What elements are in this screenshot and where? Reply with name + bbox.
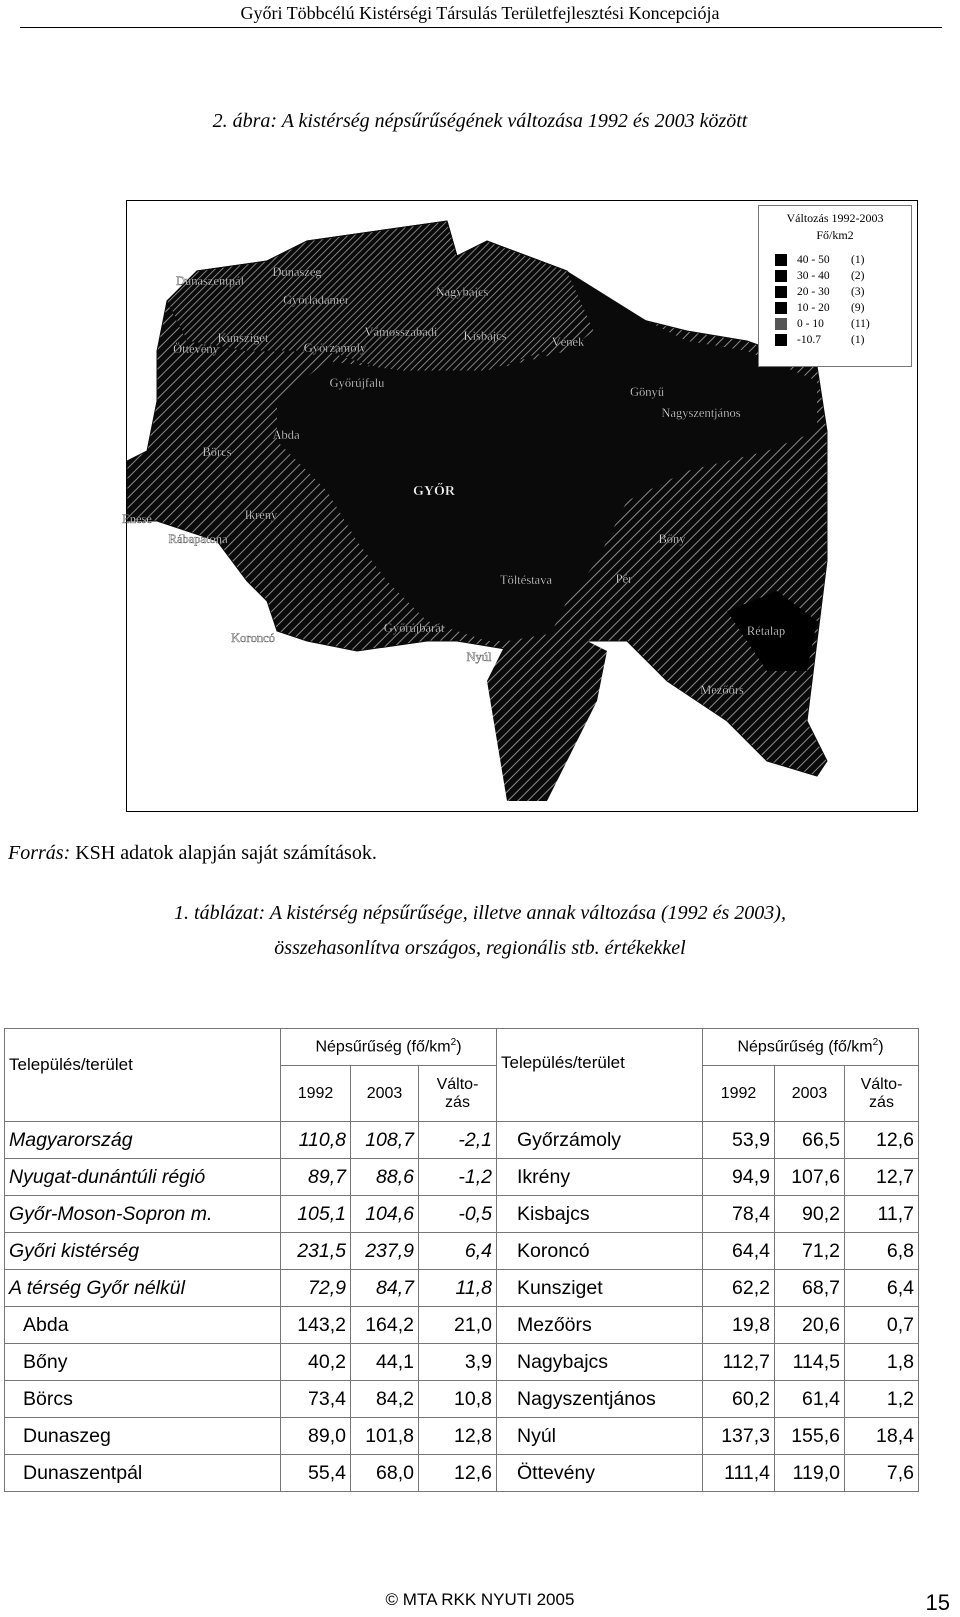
- legend-count: (1): [851, 254, 865, 266]
- th-place-left: Település/terület: [5, 1029, 281, 1122]
- cell-change: 12,6: [845, 1122, 919, 1159]
- cell-change: 1,8: [845, 1344, 919, 1381]
- table-row: [5, 1381, 919, 1418]
- table-row: [5, 1122, 919, 1159]
- header-rule: [20, 27, 942, 28]
- th-density-left: Népsűrűség $(fő/km^2)$: [281, 1029, 497, 1066]
- cell-1992: 111,4: [703, 1455, 775, 1492]
- cell-1992: 40,2: [281, 1344, 351, 1381]
- cell-2003: 237,9: [351, 1233, 419, 1270]
- source-label: Forrás:: [8, 842, 71, 864]
- place-label: Dunaszeg: [272, 265, 322, 279]
- cell-change: -1,2: [419, 1159, 497, 1196]
- cell-1992: 72,9: [281, 1270, 351, 1307]
- cell-change: 0,7: [845, 1307, 919, 1344]
- cell-2003: 84,2: [351, 1381, 419, 1418]
- cell-place: Dunaszeg: [5, 1418, 281, 1455]
- cell-place: Győri kistérség: [5, 1233, 281, 1270]
- place-label: Börcs: [202, 445, 232, 459]
- legend-swatch: [775, 270, 787, 282]
- cell-place: Kunsziget: [497, 1270, 703, 1307]
- legend-item: [775, 286, 864, 300]
- legend-range: 20 - 30: [797, 286, 830, 298]
- cell-2003: 90,2: [775, 1196, 845, 1233]
- source-text: KSH adatok alapján saját számítások.: [70, 842, 377, 864]
- cell-place: Győrzámoly: [497, 1122, 703, 1159]
- cell-2003: 68,0: [351, 1455, 419, 1492]
- cell-2003: 164,2: [351, 1307, 419, 1344]
- cell-1992: 94,9: [703, 1159, 775, 1196]
- table-row: [5, 1270, 919, 1307]
- place-label: Mezőörs: [700, 683, 744, 697]
- cell-1992: 89,7: [281, 1159, 351, 1196]
- cell-change: 11,8: [419, 1270, 497, 1307]
- cell-2003: 66,5: [775, 1122, 845, 1159]
- cell-2003: 68,7: [775, 1270, 845, 1307]
- cell-2003: 71,2: [775, 1233, 845, 1270]
- place-label: Vámosszabadi: [364, 325, 438, 339]
- legend-swatch: [775, 254, 787, 266]
- cell-place: Nagyszentjános: [497, 1381, 703, 1418]
- table-row: [5, 1159, 919, 1196]
- table-row: [5, 1196, 919, 1233]
- density-table: [4, 1028, 919, 1492]
- cell-1992: 143,2: [281, 1307, 351, 1344]
- table-caption-line1: 1. táblázat: A kistérség népsűrűsége, illetve annak változása (1992 és 2003),: [174, 902, 786, 924]
- cell-2003: 114,5: [775, 1344, 845, 1381]
- place-label: Töltéstava: [499, 573, 553, 587]
- th-2003: 2003: [351, 1066, 419, 1122]
- cell-2003: 155,6: [775, 1418, 845, 1455]
- place-label: Vének: [551, 335, 585, 349]
- place-label: Rétalap: [746, 624, 786, 638]
- th-change: Válto- zás: [845, 1066, 919, 1122]
- cell-place: Dunaszentpál: [5, 1455, 281, 1492]
- cell-2003: 101,8: [351, 1418, 419, 1455]
- cell-2003: 119,0: [775, 1455, 845, 1492]
- legend-item: [775, 334, 864, 348]
- legend-title-2: Fő/km2: [816, 228, 854, 242]
- place-label: Ikrény: [244, 508, 278, 522]
- place-label: Nagybajcs: [435, 285, 489, 299]
- place-label: Gönyű: [629, 385, 665, 399]
- place-label: Abda: [272, 428, 300, 442]
- cell-1992: 64,4: [703, 1233, 775, 1270]
- cell-1992: 55,4: [281, 1455, 351, 1492]
- place-label: Kisbajcs: [463, 329, 507, 343]
- cell-place: Koroncó: [497, 1233, 703, 1270]
- th-2003: 2003: [775, 1066, 845, 1122]
- th-change: Válto- zás: [419, 1066, 497, 1122]
- cell-change: 3,9: [419, 1344, 497, 1381]
- place-label: Nagyszentjános: [661, 406, 741, 420]
- cell-2003: 44,1: [351, 1344, 419, 1381]
- table-row: [5, 1307, 919, 1344]
- legend-count: (2): [851, 270, 865, 282]
- cell-1992: 89,0: [281, 1418, 351, 1455]
- table-body: [5, 1122, 919, 1492]
- cell-change: 6,4: [419, 1233, 497, 1270]
- cell-place: Abda: [5, 1307, 281, 1344]
- map-legend: [758, 205, 912, 367]
- running-header: Győri Többcélú Kistérségi Társulás Területfejlesztési Koncepciója: [240, 3, 720, 23]
- th-1992: 1992: [281, 1066, 351, 1122]
- place-label: Nyúl: [466, 650, 492, 664]
- cell-change: 18,4: [845, 1418, 919, 1455]
- figure-caption: 2. ábra: A kistérség népsűrűségének változása 1992 és 2003 között: [212, 110, 748, 132]
- cell-2003: 88,6: [351, 1159, 419, 1196]
- cell-change: 6,8: [845, 1233, 919, 1270]
- cell-1992: 231,5: [281, 1233, 351, 1270]
- cell-change: 11,7: [845, 1196, 919, 1233]
- cell-place: Mezőörs: [497, 1307, 703, 1344]
- legend-count: (3): [851, 286, 865, 298]
- region-pannonhalma-side: [487, 631, 607, 801]
- page-number: 15: [925, 1590, 950, 1615]
- cell-change: 21,0: [419, 1307, 497, 1344]
- th-place-right: Település/terület: [497, 1029, 703, 1122]
- place-label: Győrzámoly: [303, 341, 367, 355]
- cell-2003: 104,6: [351, 1196, 419, 1233]
- legend-range: 30 - 40: [797, 270, 830, 282]
- cell-place: Magyarország: [5, 1122, 281, 1159]
- legend-range: -10.7: [797, 334, 821, 346]
- legend-range: 0 - 10: [797, 318, 824, 330]
- cell-place: Ikrény: [497, 1159, 703, 1196]
- legend-item: [775, 270, 864, 284]
- table-row: [5, 1455, 919, 1492]
- cell-2003: 61,4: [775, 1381, 845, 1418]
- cell-1992: 60,2: [703, 1381, 775, 1418]
- legend-range: 10 - 20: [797, 302, 830, 314]
- cell-1992: 62,2: [703, 1270, 775, 1307]
- cell-place: Nyúl: [497, 1418, 703, 1455]
- cell-place: Győr-Moson-Sopron m.: [5, 1196, 281, 1233]
- region-north: [167, 221, 587, 371]
- cell-change: 10,8: [419, 1381, 497, 1418]
- place-label: GYŐR: [413, 484, 455, 499]
- legend-swatch: [775, 302, 787, 314]
- place-label: Rábapatona: [168, 532, 228, 546]
- legend-swatch: [775, 318, 787, 330]
- cell-2003: 20,6: [775, 1307, 845, 1344]
- th-density-right: Népsűrűség $(fő/km^2)$: [703, 1029, 919, 1066]
- cell-2003: 108,7: [351, 1122, 419, 1159]
- cell-1992: 105,1: [281, 1196, 351, 1233]
- place-label: Bőny: [658, 532, 686, 546]
- place-label: Győrújbarát: [383, 621, 445, 635]
- legend-title-1: Változás 1992-2003: [786, 211, 884, 225]
- cell-1992: 19,8: [703, 1307, 775, 1344]
- cell-1992: 73,4: [281, 1381, 351, 1418]
- place-label: Dunaszentpál: [175, 274, 245, 288]
- cell-place: Nagybajcs: [497, 1344, 703, 1381]
- table-caption-line2: összehasonlítva országos, regionális stb. értékekkel: [274, 937, 686, 959]
- cell-change: 1,2: [845, 1381, 919, 1418]
- cell-2003: 84,7: [351, 1270, 419, 1307]
- legend-item: [775, 318, 870, 332]
- cell-place: Öttevény: [497, 1455, 703, 1492]
- cell-1992: 53,9: [703, 1122, 775, 1159]
- cell-place: Bőny: [5, 1344, 281, 1381]
- cell-place: Nyugat-dunántúli régió: [5, 1159, 281, 1196]
- place-label: Enese: [122, 512, 152, 526]
- cell-change: 12,7: [845, 1159, 919, 1196]
- table-header-row-1: [5, 1029, 919, 1066]
- legend-count: (11): [851, 318, 870, 330]
- cell-change: -0,5: [419, 1196, 497, 1233]
- cell-1992: 137,3: [703, 1418, 775, 1455]
- legend-swatch: [775, 334, 787, 346]
- table-row: [5, 1418, 919, 1455]
- legend-swatch: [775, 286, 787, 298]
- cell-change: 7,6: [845, 1455, 919, 1492]
- table-row: [5, 1344, 919, 1381]
- cell-change: 12,6: [419, 1455, 497, 1492]
- legend-range: 40 - 50: [797, 254, 830, 266]
- place-label: Győrladamér: [283, 293, 349, 307]
- cell-1992: 112,7: [703, 1344, 775, 1381]
- cell-1992: 110,8: [281, 1122, 351, 1159]
- legend-item: [775, 302, 864, 316]
- cell-place: Börcs: [5, 1381, 281, 1418]
- cell-place: A térség Győr nélkül: [5, 1270, 281, 1307]
- cell-change: 6,4: [845, 1270, 919, 1307]
- footer-copyright: © MTA RKK NYUTI 2005: [385, 1590, 575, 1609]
- place-label: Pér: [615, 572, 633, 586]
- cell-2003: 107,6: [775, 1159, 845, 1196]
- cell-1992: 78,4: [703, 1196, 775, 1233]
- cell-change: -2,1: [419, 1122, 497, 1159]
- legend-item: [775, 254, 864, 268]
- cell-place: Kisbajcs: [497, 1196, 703, 1233]
- legend-count: (9): [851, 302, 865, 314]
- place-label: Koroncó: [231, 631, 275, 645]
- legend-count: (1): [851, 334, 865, 346]
- cell-change: 12,8: [419, 1418, 497, 1455]
- table-row: [5, 1233, 919, 1270]
- place-label: Győrújfalu: [329, 376, 385, 390]
- place-label: Öttevény: [173, 342, 219, 356]
- place-label: Kunsziget: [217, 331, 269, 345]
- figure-source: [8, 842, 377, 865]
- th-1992: 1992: [703, 1066, 775, 1122]
